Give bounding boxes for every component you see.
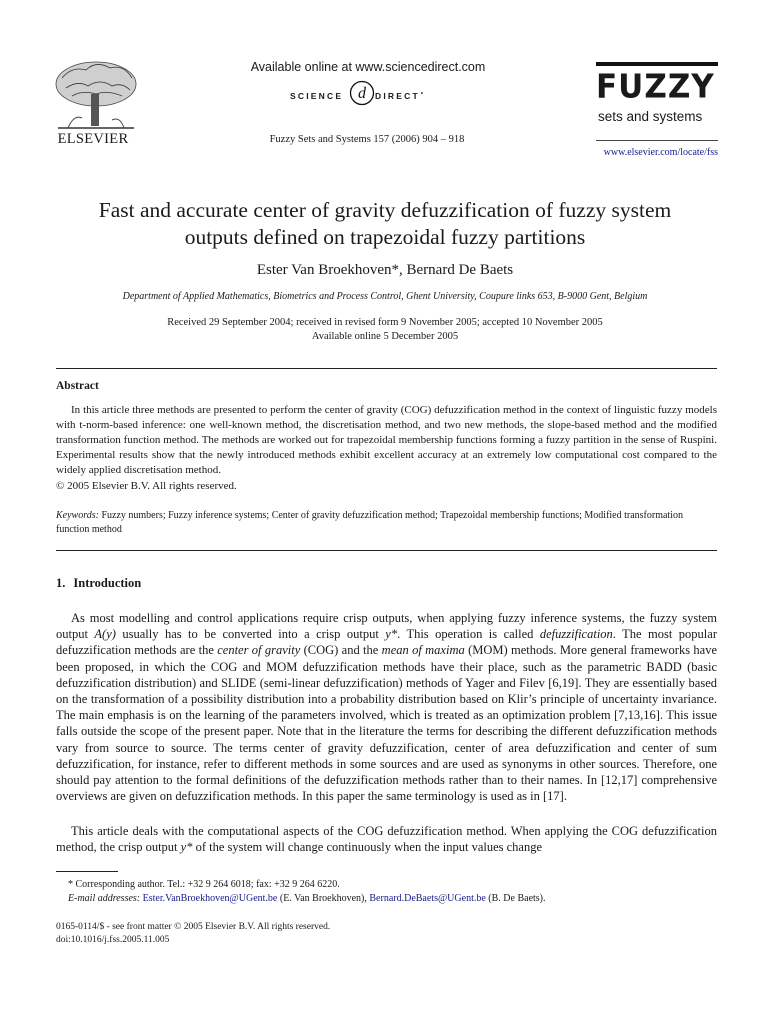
sciencedirect-left-word: SCIENCE bbox=[290, 91, 344, 101]
journal-reference: Fuzzy Sets and Systems 157 (2006) 904 – 918 bbox=[269, 134, 465, 145]
publisher-name: ELSEVIER bbox=[57, 131, 129, 147]
abstract-body: In this article three methods are presented to perform the center of gravity (COG) defuzzification method in the context of linguistic fuzzy models with t-norm-based inference: one well-known method, the discretisation method, and two new methods, the slope-based method and the modified transformation function method. The methods are worked out for trapezoidal membership functions forming a fuzzy partition in the sense of Ruspini. Experimental results show that the newly introduced methods exhibit excellent accuracy at an extremely low computational cost compared to the widely applied discretisation method. bbox=[56, 404, 717, 476]
abstract-top-rule bbox=[56, 368, 717, 369]
keywords-list: Fuzzy numbers; Fuzzy inference systems; Center of gravity defuzzification method; Trapezoidal membership functions; Modified transformation function method bbox=[56, 510, 683, 535]
title-line-2: outputs defined on trapezoidal fuzzy partitions bbox=[184, 225, 586, 249]
keywords-label: Keywords: bbox=[56, 510, 99, 521]
journal-logo-rule bbox=[596, 140, 718, 141]
term-defuzzification: defuzzification bbox=[539, 627, 613, 642]
footnote-corresponding-author: * Corresponding author. Tel.: +32 9 264 6018; fax: +32 9 264 6220. bbox=[68, 879, 340, 890]
section-title: Introduction bbox=[73, 576, 142, 590]
sciencedirect-logo bbox=[262, 82, 472, 108]
math-ystar: y* bbox=[385, 627, 398, 642]
email-link-2[interactable]: Bernard.DeBaets@UGent.be bbox=[369, 893, 486, 904]
title-line-1: Fast and accurate center of gravity defuzzification of fuzzy system bbox=[98, 198, 672, 222]
article-title bbox=[40, 197, 730, 251]
journal-logo-word: FUZZY bbox=[596, 68, 715, 106]
doi[interactable]: doi:10.1016/j.fss.2005.11.005 bbox=[56, 935, 170, 945]
journal-logo-bar bbox=[596, 62, 718, 66]
math-Ay: A(y) bbox=[94, 627, 116, 642]
section-number: 1. bbox=[56, 576, 66, 590]
sciencedirect-d-icon bbox=[349, 80, 375, 106]
sciencedirect-right-word: DIRECT• bbox=[375, 91, 426, 101]
journal-logo-subtitle: sets and systems bbox=[598, 109, 703, 124]
abstract-heading: Abstract bbox=[56, 380, 99, 392]
author-affiliation: Department of Applied Mathematics, Biometrics and Process Control, Ghent University, Coupure links 653, B-9000 Gent, Belgium bbox=[122, 291, 648, 302]
abstract-bottom-rule bbox=[56, 550, 717, 551]
available-online-text[interactable]: Available online at www.sciencedirect.com bbox=[250, 60, 486, 74]
article-dates bbox=[40, 316, 730, 343]
footnote-rule bbox=[56, 871, 118, 872]
front-matter bbox=[56, 921, 330, 947]
article-authors: Ester Van Broekhoven*, Bernard De Baets bbox=[256, 262, 514, 278]
available-online-date: Available online 5 December 2005 bbox=[311, 330, 459, 342]
front-matter-line: 0165-0114/$ - see front matter © 2005 Elsevier B.V. All rights reserved. bbox=[56, 922, 331, 932]
footnote-emails: E-mail addresses: Ester.VanBroekhoven@UGent.be (E. Van Broekhoven), Bernard.DeBaets@UGent.be (B. De Baets). bbox=[68, 893, 546, 904]
intro-paragraph-2: This article deals with the computational aspects of the COG defuzzification method. When applying the COG defuzzification method, the crisp output y* of the system will change continuously when the input values change bbox=[56, 824, 717, 855]
section-heading-introduction bbox=[56, 576, 149, 591]
journal-url-link[interactable]: www.elsevier.com/locate/fss bbox=[603, 147, 718, 158]
received-dates: Received 29 September 2004; received in revised form 9 November 2005; accepted 10 November 2005 bbox=[167, 317, 603, 328]
svg-text:d: d bbox=[358, 85, 366, 102]
math-ystar-2: y* bbox=[180, 840, 193, 855]
abstract-copyright: © 2005 Elsevier B.V. All rights reserved. bbox=[56, 480, 237, 492]
term-center-of-gravity: center of gravity bbox=[217, 643, 301, 658]
email-link-1[interactable]: Ester.VanBroekhoven@UGent.be bbox=[142, 893, 278, 904]
term-mean-of-maxima: mean of maxima bbox=[381, 643, 465, 658]
intro-paragraph-1: As most modelling and control applications require crisp outputs, when applying fuzzy inference systems, the fuzzy system output A(y) usually has to be converted into a crisp output y*. This operation is called defuzzification. The most popular defuzzification methods are the center of gravity (COG) and the mean of maxima (MOM) methods. More general frameworks have been proposed, in which the COG and MOM defuzzification methods have their place, such as the parametric BADD (basic defuzzification distribution) and SLIDE (semi-linear defuzzification) methods of Yager and Filev [6,19]. They are essentially based on the transformation of a possibility distribution into a probability distribution based on Klir’s principle of uncertainty invariance. The main emphasis is on the learning of the parameters involved, which is treated as an optimization problem [7,13,16]. This issue falls outside the scope of the present paper. Note that in the literature the terms for describing the different defuzzification methods vary from source to source. The terms center of gravity defuzzification, center of area defuzzification and center of sum defuzzification, for instance, refer to different methods in some sources and are used as synonyms in other sources. Therefore, one should pay attention to the formal definitions of the defuzzification methods rather than to their names. In [12,17] comprehensive overviews are given on defuzzification methods. In this paper the same terminology is used as in [17]. bbox=[56, 611, 717, 804]
keywords bbox=[56, 509, 717, 536]
email-label: E-mail addresses: bbox=[68, 893, 141, 904]
